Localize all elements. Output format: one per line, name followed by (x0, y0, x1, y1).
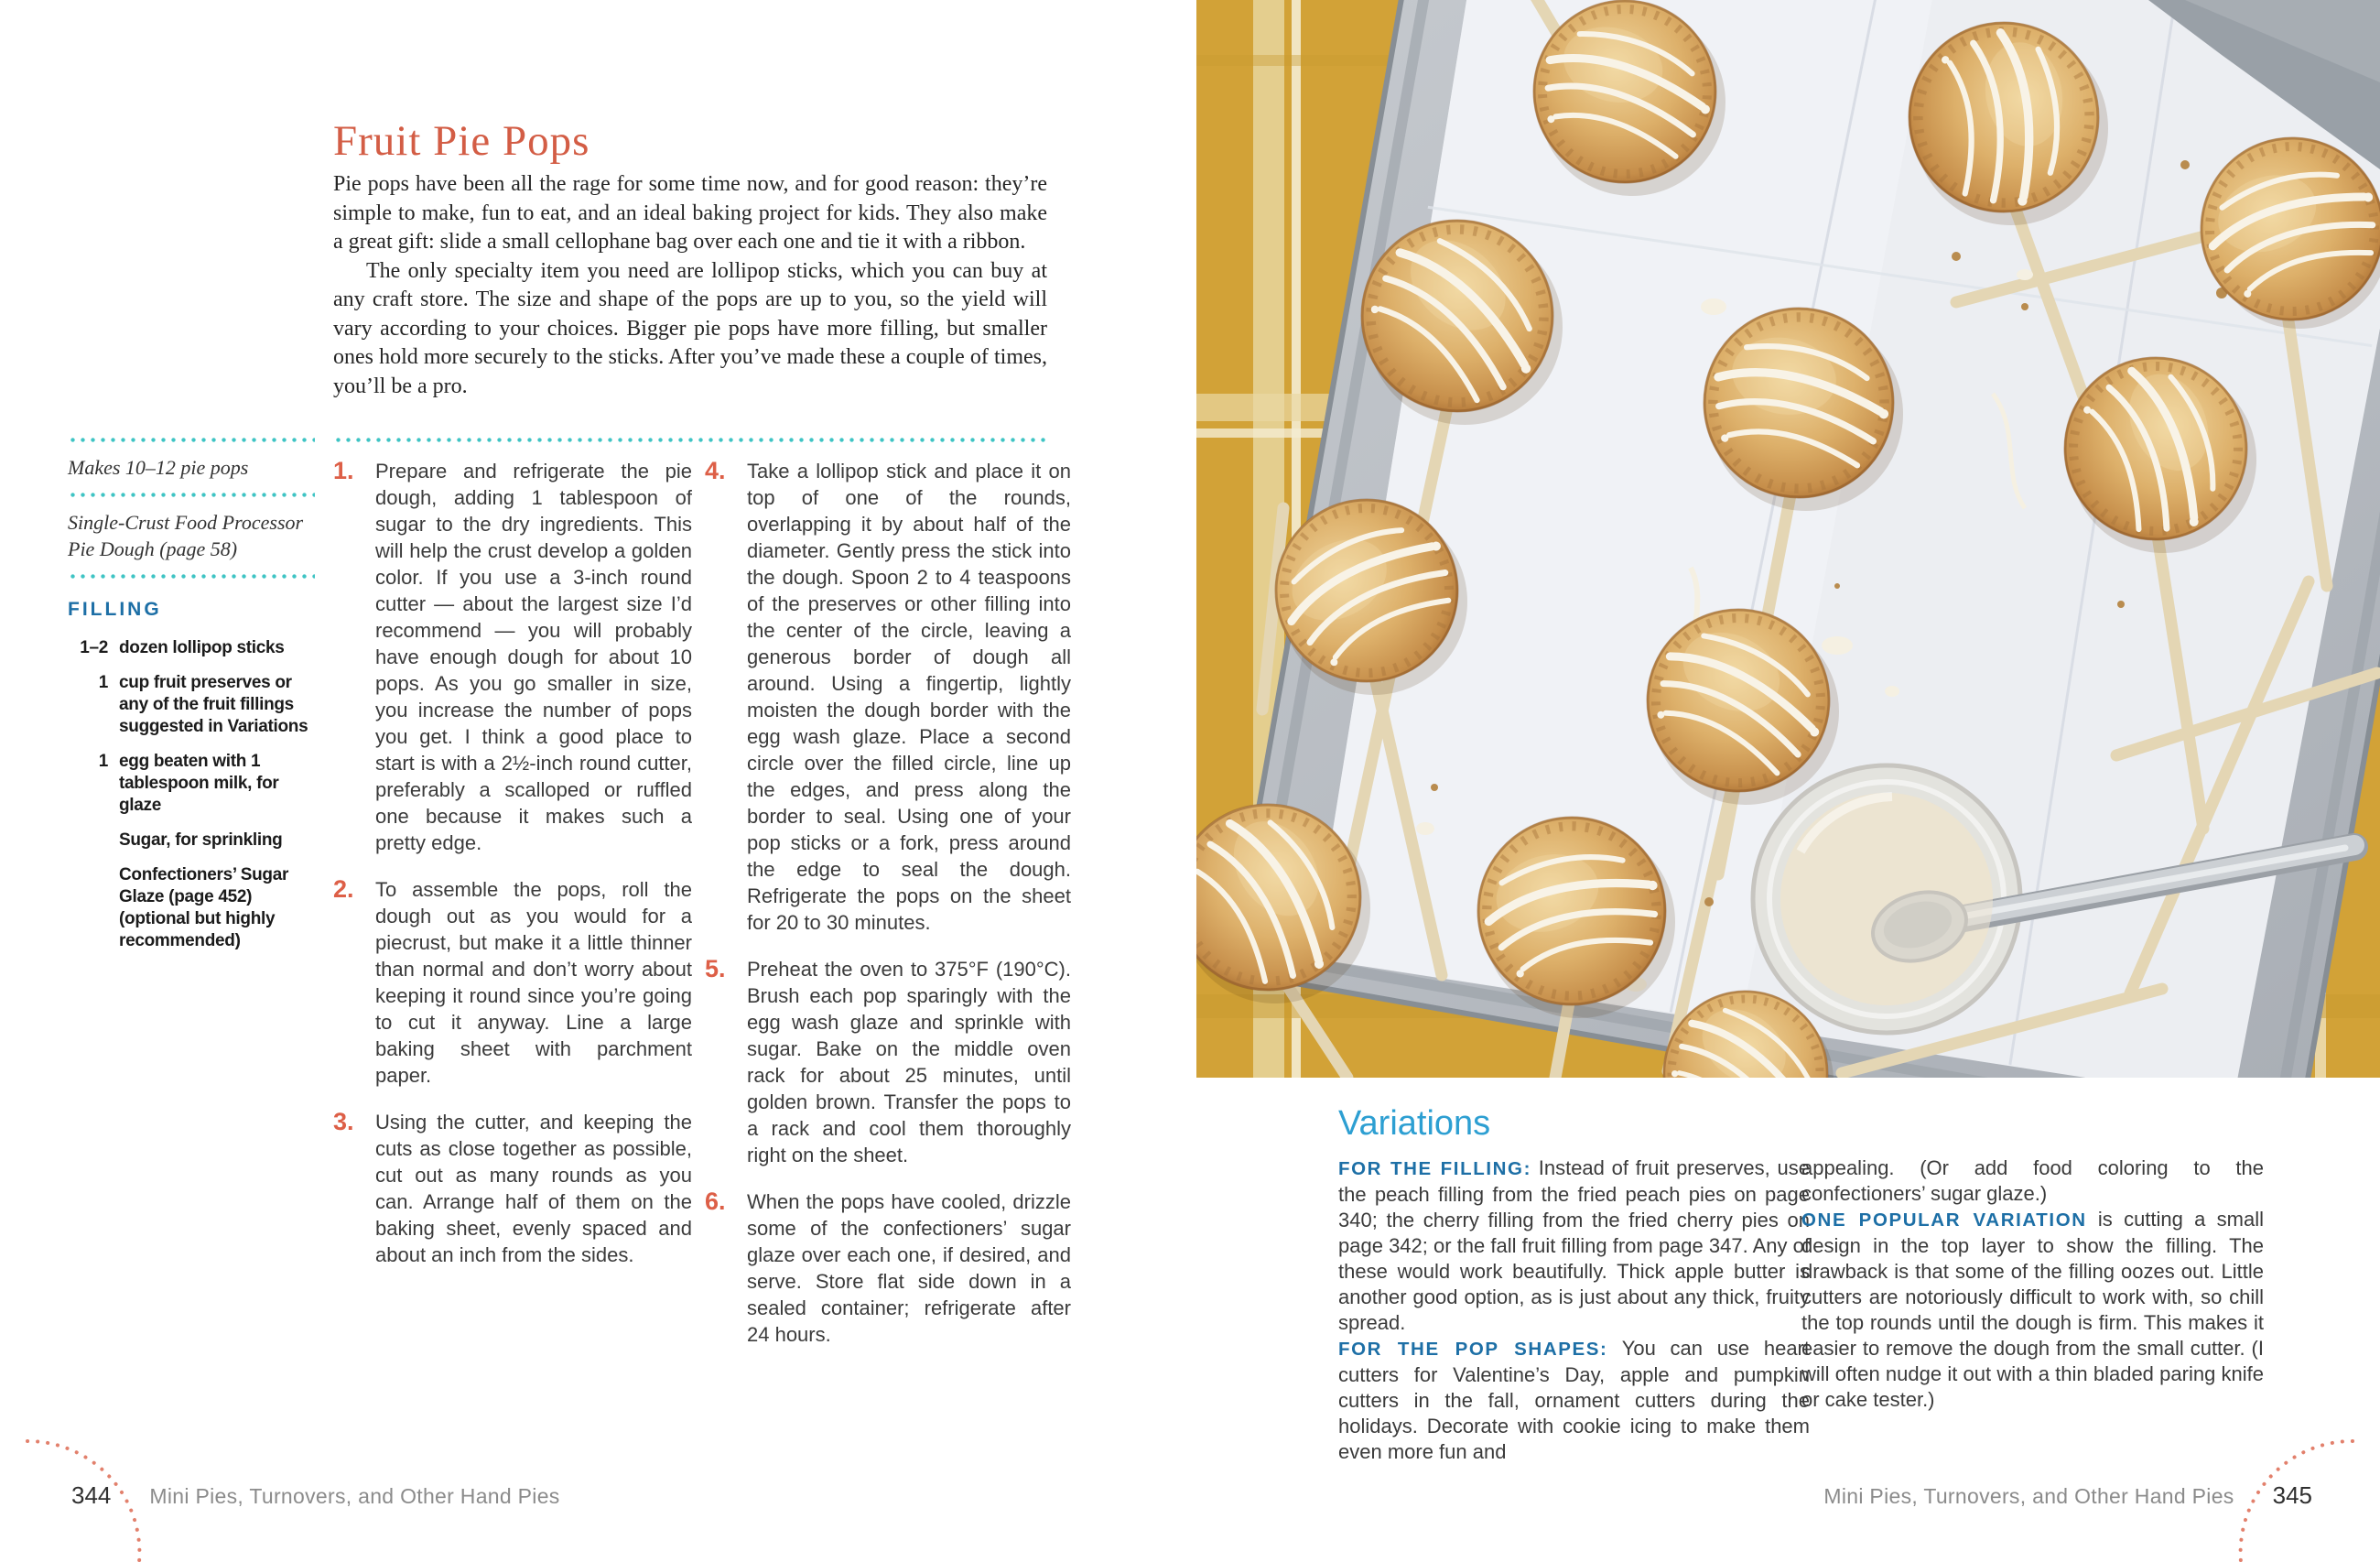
variations-column-1 (1338, 1155, 1810, 1465)
recipe-step (333, 876, 692, 1089)
dotted-divider (68, 438, 315, 442)
dotted-divider (333, 438, 1049, 442)
variation-block (1338, 1155, 1810, 1336)
footer-left (71, 1481, 560, 1510)
step-text: To assemble the pops, roll the dough out as you would for a piecrust, but make it a little thinner than normal and don’t worry about keeping it round since you’re going to cut it anyway. Line a large baking sheet with parchment paper. (375, 878, 692, 1087)
ingredient-row (68, 830, 315, 852)
ingredient-text: Confectioners’ Sugar Glaze (page 452) (optional but highly recommended) (119, 865, 289, 950)
ingredient-qty: 1 (98, 752, 108, 771)
ingredient-qty (68, 864, 108, 952)
variations-column-2 (1801, 1155, 2264, 1413)
intro-paragraph: The only specialty item you need are lollipop sticks, which you can buy at any craft store. The size and shape of the pops are up to you, so the yield will vary according to your choices. Bigger pie pops have more filling, but smaller ones hold more securely to the sticks. After you’ve made these a couple of times, you’ll be a pro. (333, 258, 1047, 398)
recipe-intro (333, 170, 1047, 401)
step-text: When the pops have cooled, drizzle some of the confectioners’ sugar glaze over each one, if desired, and serve. Store flat side down in a sealed container; refrigerate after 24 hours. (747, 1190, 1071, 1346)
steps-column-2 (705, 458, 1071, 1368)
step-text: Prepare and refrigerate the pie dough, adding 1 tablespoon of sugar to the dry ingredients. This will help the crust develop a golden color. If you use a 3-inch round cutter — about the largest size I’d recommend — you will probably have enough dough for about 10 pops. As you go smaller in size, you increase the number of pops you get. I think a good place to start is with a 2½-inch round cutter, preferably a scalloped or ruffled one because it makes such a pretty edge. (375, 460, 692, 854)
ingredient-row (68, 672, 315, 738)
ingredient-qty: 1–2 (80, 638, 108, 657)
ingredient-qty (68, 830, 108, 852)
variation-block (1801, 1155, 2264, 1207)
page-number: 345 (2272, 1481, 2312, 1509)
steps-column-1 (333, 458, 692, 1288)
dotted-divider (68, 493, 315, 497)
ingredient-text: egg beaten with 1 tablespoon milk, for glaze (119, 752, 279, 815)
variations-heading: Variations (1338, 1104, 1491, 1143)
ingredient-text: dozen lollipop sticks (119, 638, 285, 657)
page-title: Fruit Pie Pops (333, 117, 590, 166)
step-text: Using the cutter, and keeping the cuts as close together as possible, cut out as many rounds as you can. Arrange half of them on the baking sheet, evenly spaced and about an inch from the sides. (375, 1111, 692, 1266)
variation-block (1338, 1336, 1810, 1465)
variation-label: ONE POPULAR VARIATION (1801, 1209, 2087, 1231)
filling-heading: FILLING (68, 599, 162, 620)
ingredient-text: cup fruit preserves or any of the fruit fillings suggested in Variations (119, 673, 308, 736)
recipe-step (333, 458, 692, 856)
recipe-sidebar (68, 438, 315, 965)
ingredient-qty: 1 (98, 673, 108, 692)
recipe-step (705, 1188, 1071, 1348)
variation-label: FOR THE FILLING: (1338, 1158, 1532, 1179)
ingredient-text: Sugar, for sprinkling (119, 830, 283, 850)
step-number: 5. (705, 955, 726, 982)
chapter-title: Mini Pies, Turnovers, and Other Hand Pies (149, 1484, 560, 1508)
step-number: 1. (333, 457, 354, 484)
ingredient-row (68, 751, 315, 817)
variation-text: You can use heart cutters for Valentine’s Day, apple and pumpkin cutters in the fall, ornament cutters during the holidays. Decorate with cookie icing to make them even more fun and (1338, 1337, 1810, 1463)
dotted-divider (68, 574, 315, 579)
ingredient-row (68, 637, 315, 659)
recipe-step (333, 1109, 692, 1268)
yield-note: Makes 10–12 pie pops (68, 456, 249, 479)
step-number: 2. (333, 875, 354, 903)
variation-label: FOR THE POP SHAPES: (1338, 1339, 1608, 1360)
recipe-step (705, 458, 1071, 936)
variation-text: is cutting a small design in the top layer to show the filling. The drawback is that some of the filling oozes out. Little cutters are notoriously difficult to work with, so chill the top rounds until the dough is firm. This makes it easier to remove the dough from the small cutter. (I will often nudge it out with a thin bladed paring knife or cake tester.) (1801, 1208, 2264, 1411)
chapter-title: Mini Pies, Turnovers, and Other Hand Pies (1823, 1484, 2234, 1508)
dough-note: Single-Crust Food Processor Pie Dough (page 58) (68, 511, 304, 560)
variation-text: Instead of fruit preserves, use the peach filling from the fried peach pies on page 340; the cherry filling from the fried cherry pies on page 342; or the fall fruit filling from page 347. Any of these would work beautifully. Thick apple butter is another good option, as is just about any thick, fruity spread. (1338, 1156, 1810, 1334)
step-text: Preheat the oven to 375°F (190°C). Brush each pop sparingly with the egg wash glaze and sprinkle with sugar. Bake on the middle oven rack for about 25 minutes, until golden brown. Transfer the pops to a rack and cool them thoroughly right on the sheet. (747, 958, 1071, 1166)
ingredient-row (68, 864, 315, 952)
step-number: 3. (333, 1108, 354, 1135)
intro-paragraph: Pie pops have been all the rage for some time now, and for good reason: they’re simple to make, fun to eat, and an ideal baking project for kids. They also make a great gift: slide a small cellophane bag over each one and tie it with a ribbon. (333, 172, 1047, 254)
recipe-step (705, 956, 1071, 1168)
step-number: 6. (705, 1188, 726, 1215)
recipe-photo (1196, 0, 2380, 1078)
page-number: 344 (71, 1481, 112, 1509)
variation-text: appealing. (Or add food coloring to the confectioners’ sugar glaze.) (1801, 1156, 2264, 1205)
variation-block (1801, 1207, 2264, 1413)
step-number: 4. (705, 457, 726, 484)
footer-right (1823, 1481, 2312, 1510)
step-text: Take a lollipop stick and place it on top of one of the rounds, overlapping it by about half of the diameter. Gently press the stick into the dough. Spoon 2 to 4 teaspoons of the preserves or other filling into the center of the circle, leaving a generous border of dough all around. Using a fingertip, lightly moisten the dough border with the egg wash glaze. Place a second circle over the filled circle, line up the edges, and press along the border to seal. Using one of your pop sticks or a fork, press around the edge to seal the dough. Refrigerate the pops on the sheet for 20 to 30 minutes. (747, 460, 1071, 934)
